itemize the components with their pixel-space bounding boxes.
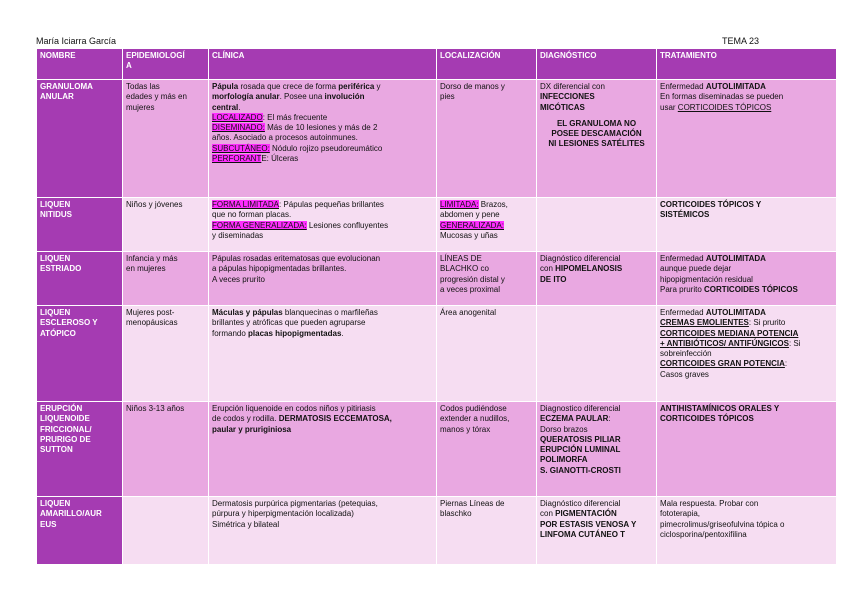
cell-tratamiento: Enfermedad AUTOLIMITADA aunque puede dejar hipopigmentación residual Para prurito CORTICOIDES TÓPICOS (657, 252, 837, 306)
cell-epidemiologia: Niños y jóvenes (123, 198, 209, 252)
author-name: María Iciarra García (36, 36, 117, 46)
cell-tratamiento: Enfermedad AUTOLIMITADA En formas diseminadas se pueden usar CORTICOIDES TÓPICOS (657, 80, 837, 198)
highlight-limitada: LIMITADA: (440, 200, 479, 209)
cell-clinica: Máculas y pápulas blanquecinas o marfileñas brillantes y atróficas que pueden agruparse formando placas hipopigmentadas. (209, 306, 437, 402)
cell-clinica: Dermatosis purpúrica pigmentarias (petequias, púrpura y hiperpigmentación localizada) Simétrica y bilateal (209, 497, 437, 565)
table-row (37, 252, 837, 306)
tema-label: TEMA 23 (722, 36, 760, 46)
highlight-forma-limitada: FORMA LIMITADA (212, 200, 279, 209)
table-row (37, 497, 837, 565)
highlight-subcutaneo: SUBCUTÁNEO: (212, 143, 270, 153)
cell-clinica: Pápula rosada que crece de forma periférica y morfología anular. Posee una involución central. LOCALIZADO: El más frecuente DISEMINADO: Más de 10 lesiones y más de 2 años. Asociado a procesos autoinmunes. SUBCUTÁNEO: Nódulo rojizo pseudoreumático PERFORANTE: Úlceras (209, 80, 437, 198)
cell-tratamiento: Enfermedad AUTOLIMITADA CREMAS EMOLIENTES: Si prurito CORTICOIDES MEDIANA POTENCIA + ANTIBIÓTICOS/ ANTIFÚNGICOS: Si sobreinfección CORTICOIDES GRAN POTENCIA: Casos graves (657, 306, 837, 402)
row-name-liquen-escleroso: LIQUEN ESCLEROSO Y ATÓPICO (37, 306, 123, 402)
cell-clinica: Erupción liquenoide en codos niños y pitiriasis de codos y rodilla. DERMATOSIS ECCEMATOSA, paular y pruriginiosa (209, 402, 437, 497)
cell-diagnostico (537, 198, 657, 252)
cell-tratamiento: CORTICOIDES TÓPICOS Y SISTÉMICOS (657, 198, 837, 252)
cell-clinica: FORMA LIMITADA: Pápulas pequeñas brillantes que no forman placas. FORMA GENERALIZADA: Lesiones confluyentes y diseminadas (209, 198, 437, 252)
cell-diagnostico: DX diferencial con INFECCIONES MICÓTICAS EL GRANULOMA NO POSEE DESCAMACIÓN NI LESIONES SATÉLITES (537, 80, 657, 198)
cell-localizacion: Codos pudiéndose extender a nudillos, manos y tórax (437, 402, 537, 497)
row-name-granuloma-anular: GRANULOMA ANULAR (37, 80, 123, 198)
cell-localizacion: Dorso de manos y pies (437, 80, 537, 198)
cell-localizacion: Piernas Líneas de blaschko (437, 497, 537, 565)
cell-localizacion: LÍNEAS DE BLACHKO co progresión distal y a veces proximal (437, 252, 537, 306)
row-name-erupcion-liquenoide: ERUPCIÓN LIQUENOIDE FRICCIONAL/ PRURIGO DE SUTTON (37, 402, 123, 497)
lichen-table (36, 48, 837, 565)
cell-diagnostico (537, 306, 657, 402)
col-header-nombre: NOMBRE (37, 49, 123, 80)
cell-epidemiologia: Niños 3-13 años (123, 402, 209, 497)
cell-diagnostico: Diagnostico diferencial ECZEMA PAULAR: Dorso brazos QUERATOSIS PILIAR ERUPCIÓN LUMINAL POLIMORFA S. GIANOTTI-CROSTI (537, 402, 657, 497)
cell-epidemiologia: Todas las edades y más en mujeres (123, 80, 209, 198)
cell-localizacion: LIMITADA: Brazos, abdomen y pene GENERALIZADA: Mucosas y uñas (437, 198, 537, 252)
page-header (36, 36, 836, 48)
col-header-diagnostico: DIAGNÓSTICO (537, 49, 657, 80)
header-row (37, 49, 837, 80)
row-name-liquen-nitidus: LIQUEN NITIDUS (37, 198, 123, 252)
table-row (37, 198, 837, 252)
table-row (37, 306, 837, 402)
cell-diagnostico: Diagnóstico diferencial con PIGMENTACIÓN POR ESTASIS VENOSA Y LINFOMA CUTÁNEO T (537, 497, 657, 565)
cell-localizacion: Área anogenital (437, 306, 537, 402)
highlight-forma-generalizada: FORMA GENERALIZADA: (212, 220, 307, 230)
cell-epidemiologia: Infancia y más en mujeres (123, 252, 209, 306)
cell-epidemiologia: Mujeres post- menopáusicas (123, 306, 209, 402)
table-row (37, 402, 837, 497)
col-header-tratamiento: TRATAMIENTO (657, 49, 837, 80)
cell-clinica: Pápulas rosadas eritematosas que evolucionan a pápulas hipopigmentadas brillantes. A veces prurito (209, 252, 437, 306)
row-name-liquen-estriado: LIQUEN ESTRIADO (37, 252, 123, 306)
row-name-liquen-aureus: LIQUEN AMARILLO/AUR EUS (37, 497, 123, 565)
col-header-epidemiologia: EPIDEMIOLOGÍ A (123, 49, 209, 80)
highlight-localizado: LOCALIZADO (212, 112, 263, 122)
col-header-localizacion: LOCALIZACIÓN (437, 49, 537, 80)
cell-tratamiento: ANTIHISTAMÍNICOS ORALES Y CORTICOIDES TÓPICOS (657, 402, 837, 497)
highlight-generalizada: GENERALIZADA: (440, 220, 505, 230)
cell-tratamiento: Mala respuesta. Probar con fototerapia, pimecrolimus/griseofulvina tópica o ciclosporina/pentoxifilina (657, 497, 837, 565)
highlight-perforante: PERFORANT (212, 154, 262, 164)
col-header-clinica: CLÍNICA (209, 49, 437, 80)
highlight-diseminado: DISEMINADO: (212, 123, 265, 133)
table-row (37, 80, 837, 198)
cell-epidemiologia (123, 497, 209, 565)
cell-diagnostico: Diagnóstico diferencial con HIPOMELANOSIS DE ITO (537, 252, 657, 306)
